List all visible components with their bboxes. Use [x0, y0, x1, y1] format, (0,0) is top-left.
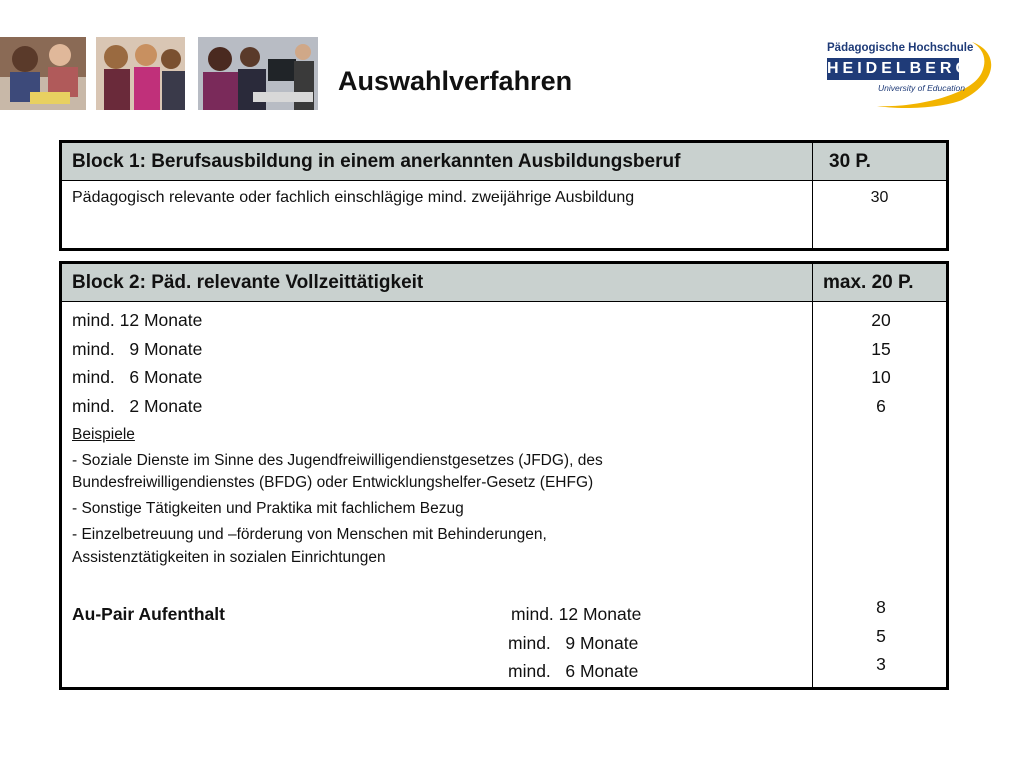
- aupair-duration: mind. 9 Monate: [508, 633, 639, 653]
- aupair-points: 3: [876, 654, 886, 674]
- aupair-label: Au-Pair Aufenthalt: [72, 604, 225, 624]
- block1-row: [61, 181, 948, 250]
- block1-row-text: Pädagogisch relevante oder fachlich einschlägige mind. zweijährige Ausbildung: [61, 181, 813, 250]
- aupair-points: 5: [876, 626, 886, 646]
- block2-body-row: [61, 302, 948, 689]
- block2-header-row: [61, 263, 948, 302]
- example-line: Bundesfreiwilligendienstes (BFDG) oder Entwicklungshelfer-Gesetz (EHFG): [72, 474, 594, 491]
- block2-points-cell: [813, 302, 948, 689]
- block2-text-cell: [61, 302, 813, 689]
- block1-header: Block 1: Berufsausbildung in einem anerkannten Ausbildungsberuf: [61, 142, 813, 181]
- duration-points: 15: [871, 339, 891, 359]
- duration-label: mind. 6 Monate: [72, 367, 203, 387]
- aupair-points: 8: [876, 597, 886, 617]
- students-photo-1: [0, 37, 86, 110]
- university-logo: [822, 38, 997, 110]
- duration-points: 20: [871, 310, 891, 330]
- students-photo-2: [96, 37, 185, 110]
- page-title: Auswahlverfahren: [338, 66, 573, 96]
- duration-label: mind. 12 Monate: [72, 310, 203, 330]
- duration-label: mind. 2 Monate: [72, 396, 203, 416]
- duration-points: 10: [871, 367, 891, 387]
- block1-row-points: 30: [813, 181, 948, 250]
- block2-header: Block 2: Päd. relevante Vollzeittätigkeit: [61, 263, 813, 302]
- aupair-duration: mind. 6 Monate: [508, 661, 639, 681]
- examples-heading: Beispiele: [72, 426, 135, 443]
- duration-points: 6: [876, 396, 886, 416]
- block1-header-row: [61, 142, 948, 181]
- example-line: - Sonstige Tätigkeiten und Praktika mit fachlichem Bezug: [72, 500, 464, 517]
- aupair-duration: mind. 12 Monate: [511, 604, 642, 624]
- duration-label: mind. 9 Monate: [72, 339, 203, 359]
- example-line: Assistenztätigkeiten in sozialen Einrichtungen: [72, 549, 386, 566]
- computer-lab-photo: [198, 37, 318, 110]
- logo-wordmark: HEIDELBERG: [827, 58, 959, 80]
- block1-header-points: 30 P.: [813, 142, 948, 181]
- example-line: - Soziale Dienste im Sinne des Jugendfreiwilligendienstgesetzes (JFDG), des: [72, 452, 603, 469]
- block1-table: [59, 140, 949, 251]
- logo-line-1: Pädagogische Hochschule: [827, 42, 974, 54]
- logo-line-3: University of Education: [878, 83, 965, 93]
- example-line: - Einzelbetreuung und –förderung von Menschen mit Behinderungen,: [72, 526, 547, 543]
- block2-table: [59, 261, 949, 690]
- block2-header-points: max. 20 P.: [813, 263, 948, 302]
